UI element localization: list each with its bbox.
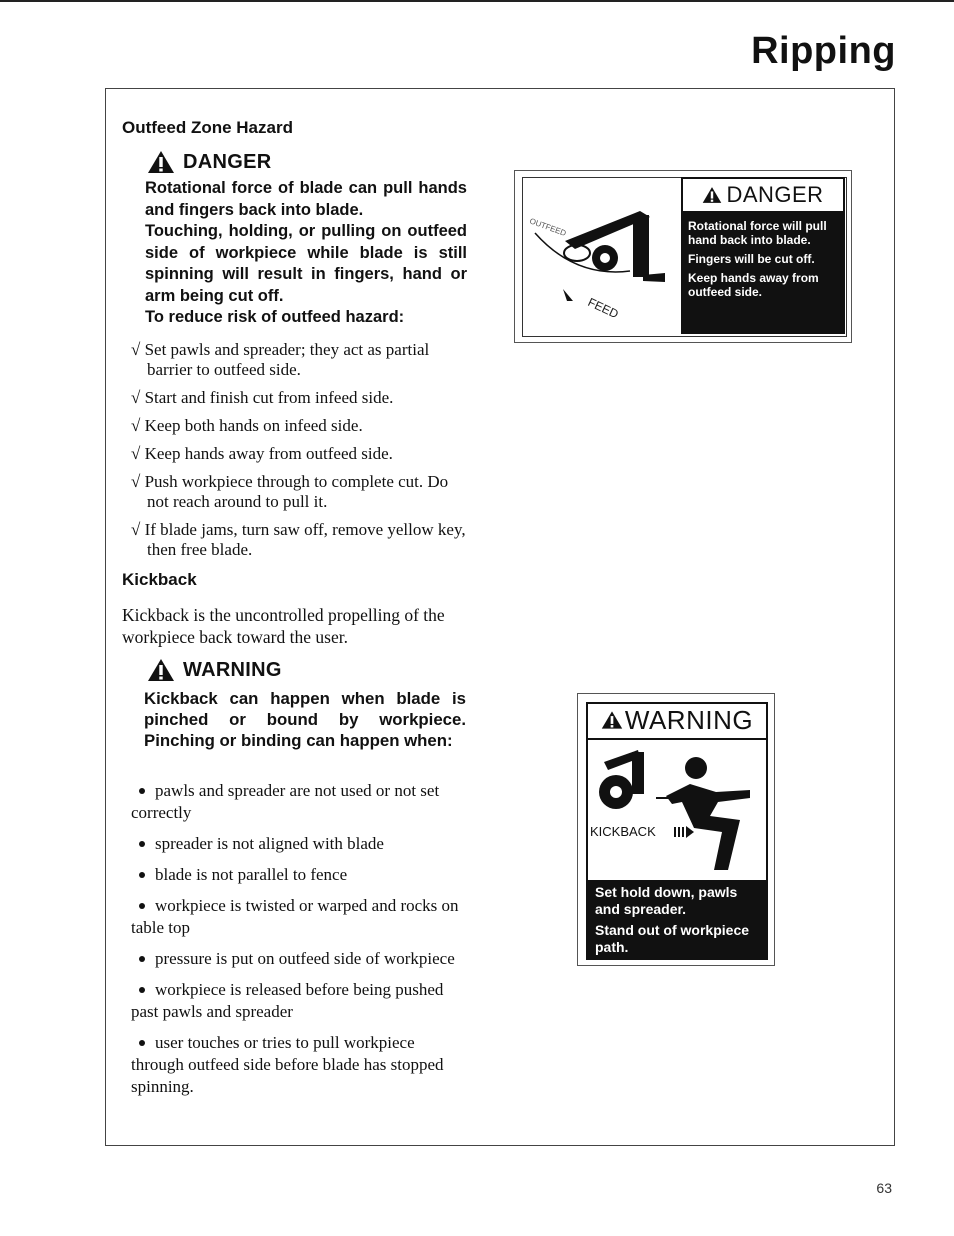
danger-label-line: Keep hands away from outfeed side.	[688, 271, 819, 299]
kickback-definition: Kickback is the uncontrolled propelling of the workpiece back toward the user.	[122, 605, 445, 647]
checklist-item: √ Keep both hands on infeed side.	[131, 416, 363, 435]
page-title: Ripping	[751, 30, 896, 72]
warning-label-header: WARNING	[586, 702, 768, 740]
warning-signal-word: WARNING	[183, 658, 282, 681]
checklist-item: √ Keep hands away from outfeed side.	[131, 444, 393, 463]
kickback-heading: Kickback	[122, 570, 197, 589]
warning-label-panel	[588, 880, 766, 958]
danger-label	[514, 170, 852, 343]
danger-signal-word: DANGER	[183, 150, 272, 173]
outfeed-danger-text	[145, 178, 467, 329]
warning-label	[577, 693, 775, 966]
condition-item: spreader is not aligned with blade	[131, 833, 461, 855]
kickback-pictogram	[590, 744, 764, 874]
outfeed-heading: Outfeed Zone Hazard	[122, 118, 293, 137]
warning-label-line: Set hold down, pawls and spreader.	[595, 884, 738, 917]
condition-item: pawls and spreader are not used or not set correctly	[131, 781, 440, 822]
outfeed-hazard-pictogram	[525, 183, 675, 323]
safety-alert-icon	[147, 658, 175, 682]
safety-alert-icon	[601, 710, 623, 730]
kickback-warning-signal	[147, 658, 282, 682]
warning-label-line: Stand out of workpiece path.	[595, 922, 750, 955]
bullet-icon	[139, 1040, 145, 1046]
condition-item: workpiece is released before being pushed past pawls and spreader	[131, 980, 444, 1021]
condition-item: pressure is put on outfeed side of workpiece	[131, 948, 461, 970]
danger-line-3: To reduce risk of outfeed hazard:	[145, 308, 405, 326]
safety-alert-icon	[702, 186, 722, 204]
condition-item: blade is not parallel to fence	[131, 864, 461, 886]
bullet-icon	[139, 788, 145, 794]
outfeed-danger-signal	[147, 150, 271, 174]
outfeed-checklist	[131, 340, 471, 568]
checklist-item: √ Push workpiece through to complete cut. Do not reach around to pull it.	[131, 472, 449, 511]
kickback-conditions	[131, 780, 461, 1107]
kickback-warning-text: Kickback can happen when blade is pinched or bound by workpiece. Pinching or binding can happen when:	[144, 689, 466, 750]
page-number: 63	[876, 1180, 892, 1196]
bullet-icon	[139, 956, 145, 962]
danger-label-header: DANGER	[681, 177, 845, 213]
safety-alert-icon	[147, 150, 175, 174]
bullet-icon	[139, 987, 145, 993]
danger-label-line: Rotational force will pull hand back into blade.	[688, 219, 827, 247]
danger-label-line: Fingers will be cut off.	[688, 252, 815, 266]
checklist-item: √ Start and finish cut from infeed side.	[131, 388, 394, 407]
checklist-item: √ If blade jams, turn saw off, remove yellow key, then free blade.	[131, 520, 466, 559]
checklist-item: √ Set pawls and spreader; they act as partial barrier to outfeed side.	[131, 340, 430, 379]
bullet-icon	[139, 841, 145, 847]
bullet-icon	[139, 903, 145, 909]
svg-text:KICKBACK: KICKBACK	[590, 824, 656, 839]
danger-line-2: Touching, holding, or pulling on outfeed side of workpiece while blade is still spinning will result in fingers, hand or arm being cut off.	[145, 222, 467, 305]
danger-label-panel	[681, 213, 845, 334]
svg-text:OUTFEED: OUTFEED	[528, 216, 568, 238]
svg-text:FEED: FEED	[585, 295, 621, 322]
danger-line-1: Rotational force of blade can pull hands and fingers back into blade.	[145, 179, 467, 219]
condition-item: workpiece is twisted or warped and rocks on table top	[131, 896, 459, 937]
top-rule	[0, 0, 954, 2]
condition-item: user touches or tries to pull workpiece through outfeed side before blade has stopped spinning.	[131, 1033, 444, 1096]
bullet-icon	[139, 872, 145, 878]
